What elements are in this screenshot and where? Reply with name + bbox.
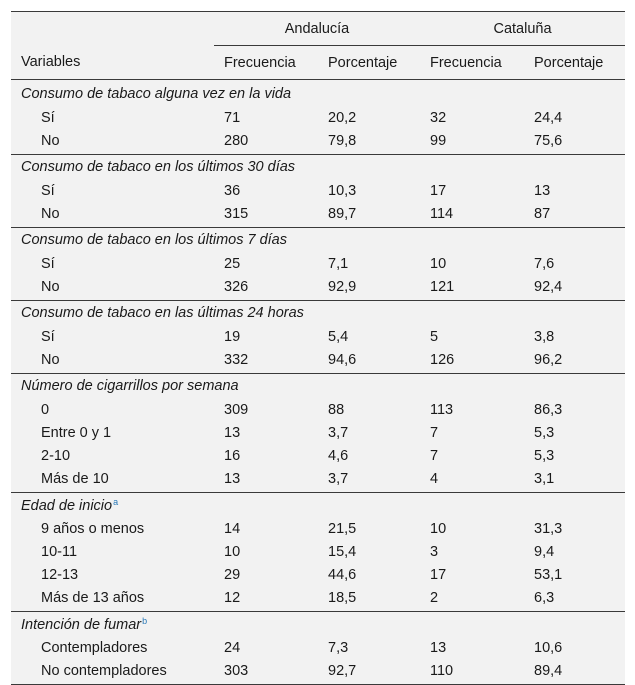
row-label-cell: 2-10: [41, 447, 71, 464]
cataluna-porcentaje-cell: 89,4: [534, 662, 563, 679]
table-row: [11, 540, 625, 563]
section-title: Consumo de tabaco en los últimos 30 días: [21, 159, 296, 175]
section-title-cell: [11, 374, 625, 399]
andalucia-frecuencia-cell: 326: [224, 278, 249, 295]
cataluna-porcentaje-cell: 75,6: [534, 132, 563, 149]
section-title: Consumo de tabaco en las últimas 24 horas: [21, 305, 304, 321]
table-row: [11, 106, 625, 129]
table-row: [11, 444, 625, 467]
andalucia-frecuencia-cell: 309: [224, 401, 249, 418]
section-title: Consumo de tabaco en los últimos 7 días: [21, 232, 287, 248]
cataluna-porcentaje-cell: 96,2: [534, 351, 563, 368]
cataluna-porcentaje-cell: 13: [534, 182, 551, 199]
table-row: [11, 275, 625, 301]
row-label-cell: Contempladores: [41, 639, 148, 656]
cataluna-frecuencia-cell: 121: [430, 278, 455, 295]
table-row: [11, 325, 625, 348]
andalucia-frecuencia-cell: 19: [224, 328, 241, 345]
row-label-cell: 12-13: [41, 566, 79, 583]
section-header-row: [11, 301, 625, 326]
cataluna-porcentaje-cell: 86,3: [534, 401, 563, 418]
andalucia-porcentaje-cell: 18,5: [328, 589, 357, 606]
cataluna-frecuencia-cell: 4: [430, 470, 439, 487]
table-body: [11, 80, 625, 685]
cataluna-frecuencia-cell: 114: [430, 205, 454, 222]
cataluna-porcentaje-cell: 3,8: [534, 328, 555, 345]
andalucia-frecuencia-cell: 24: [224, 639, 241, 656]
section-title-cell: [11, 612, 625, 637]
cataluna-porcentaje-cell: 31,3: [534, 520, 563, 537]
column-header-andalucia-frecuencia: Frecuencia: [214, 46, 318, 80]
table-row: [11, 252, 625, 275]
andalucia-porcentaje-cell: 44,6: [328, 566, 357, 583]
section-header-row: [11, 493, 625, 518]
andalucia-frecuencia-cell: 332: [224, 351, 249, 368]
section-title-cell: [11, 228, 625, 253]
cataluna-porcentaje-cell: 24,4: [534, 109, 563, 126]
cataluna-porcentaje-cell: 6,3: [534, 589, 555, 606]
section-title: Número de cigarrillos por semana: [21, 378, 239, 394]
region-header-cataluna: Cataluña: [420, 12, 625, 46]
andalucia-porcentaje-cell: 79,8: [328, 132, 357, 149]
section-header-row: [11, 80, 625, 107]
andalucia-porcentaje-cell: 21,5: [328, 520, 357, 537]
cataluna-porcentaje-cell: 87: [534, 205, 551, 222]
andalucia-porcentaje-cell: 89,7: [328, 205, 357, 222]
cataluna-frecuencia-cell: 126: [430, 351, 455, 368]
section-title-cell: [11, 301, 625, 326]
cataluna-frecuencia-cell: 10: [430, 255, 447, 272]
cataluna-porcentaje-cell: 92,4: [534, 278, 563, 295]
table-row: [11, 179, 625, 202]
row-label-cell: Sí: [41, 328, 55, 345]
andalucia-frecuencia-cell: 36: [224, 182, 241, 199]
andalucia-porcentaje-cell: 7,1: [328, 255, 349, 272]
andalucia-frecuencia-cell: 280: [224, 132, 249, 149]
row-label-cell: Más de 10: [41, 470, 109, 487]
andalucia-frecuencia-cell: 14: [224, 520, 241, 537]
cataluna-frecuencia-cell: 13: [430, 639, 447, 656]
andalucia-frecuencia-cell: 13: [224, 470, 241, 487]
row-label-cell: No: [41, 205, 60, 222]
row-label-cell: Sí: [41, 109, 55, 126]
table-row: [11, 398, 625, 421]
andalucia-porcentaje-cell: 92,9: [328, 278, 357, 295]
andalucia-porcentaje-cell: 4,6: [328, 447, 349, 464]
table-row: [11, 517, 625, 540]
cataluna-frecuencia-cell: 32: [430, 109, 447, 126]
row-label-cell: Más de 13 años: [41, 589, 145, 606]
footnote-marker[interactable]: a: [113, 496, 119, 507]
andalucia-porcentaje-cell: 10,3: [328, 182, 357, 199]
section-title: Edad de inicio: [21, 497, 113, 514]
cataluna-frecuencia-cell: 3: [430, 543, 439, 560]
table-row: [11, 421, 625, 444]
andalucia-frecuencia-cell: 12: [224, 589, 241, 606]
andalucia-frecuencia-cell: 29: [224, 566, 241, 583]
table-row: [11, 636, 625, 659]
cataluna-frecuencia-cell: 113: [430, 401, 454, 418]
table-row: [11, 563, 625, 586]
section-header-row: [11, 228, 625, 253]
cataluna-frecuencia-cell: 7: [430, 424, 439, 441]
andalucia-porcentaje-cell: 92,7: [328, 662, 357, 679]
row-label-cell: 9 años o menos: [41, 520, 145, 537]
andalucia-frecuencia-cell: 25: [224, 255, 241, 272]
table-row: [11, 348, 625, 374]
andalucia-porcentaje-cell: 94,6: [328, 351, 357, 368]
column-header-row: [11, 46, 625, 80]
andalucia-frecuencia-cell: 315: [224, 205, 249, 222]
cataluna-porcentaje-cell: 53,1: [534, 566, 563, 583]
cataluna-porcentaje-cell: 7,6: [534, 255, 555, 272]
section-title-cell: [11, 493, 625, 518]
cataluna-porcentaje-cell: 5,3: [534, 447, 555, 464]
data-table-container: [11, 11, 625, 685]
column-header-cataluna-porcentaje: Porcentaje: [524, 46, 625, 80]
row-label-cell: Entre 0 y 1: [41, 424, 112, 441]
table-row: [11, 202, 625, 228]
cataluna-porcentaje-cell: 3,1: [534, 470, 555, 487]
andalucia-frecuencia-cell: 303: [224, 662, 249, 679]
cataluna-frecuencia-cell: 7: [430, 447, 439, 464]
section-title: Intención de fumar: [21, 616, 142, 633]
section-title-cell: [11, 155, 625, 180]
region-header-andalucia: Andalucía: [214, 12, 420, 46]
section-header-row: [11, 155, 625, 180]
row-label-cell: Sí: [41, 255, 55, 272]
andalucia-frecuencia-cell: 10: [224, 543, 241, 560]
cataluna-frecuencia-cell: 5: [430, 328, 439, 345]
andalucia-porcentaje-cell: 7,3: [328, 639, 349, 656]
andalucia-porcentaje-cell: 88: [328, 401, 345, 418]
cataluna-frecuencia-cell: 10: [430, 520, 447, 537]
andalucia-porcentaje-cell: 15,4: [328, 543, 357, 560]
footnote-marker[interactable]: b: [142, 615, 148, 626]
cataluna-porcentaje-cell: 10,6: [534, 639, 563, 656]
row-label-cell: 10-11: [41, 543, 78, 560]
row-label-cell: No: [41, 132, 60, 149]
row-label-cell: No: [41, 351, 60, 368]
andalucia-frecuencia-cell: 71: [224, 109, 241, 126]
table-row: [11, 129, 625, 155]
cataluna-porcentaje-cell: 5,3: [534, 424, 555, 441]
andalucia-porcentaje-cell: 20,2: [328, 109, 357, 126]
row-label-cell: Sí: [41, 182, 55, 199]
andalucia-porcentaje-cell: 5,4: [328, 328, 349, 345]
region-header-row: [11, 12, 625, 46]
cataluna-frecuencia-cell: 99: [430, 132, 447, 149]
section-title-cell: [11, 80, 625, 107]
andalucia-porcentaje-cell: 3,7: [328, 470, 349, 487]
empty-header-cell: [11, 12, 214, 46]
row-label-cell: 0: [41, 401, 50, 418]
cataluna-frecuencia-cell: 2: [430, 589, 439, 606]
andalucia-porcentaje-cell: 3,7: [328, 424, 349, 441]
table-row: [11, 586, 625, 612]
column-header-variables: Variables: [11, 46, 214, 80]
andalucia-frecuencia-cell: 16: [224, 447, 241, 464]
column-header-cataluna-frecuencia: Frecuencia: [420, 46, 524, 80]
cataluna-porcentaje-cell: 9,4: [534, 543, 555, 560]
cataluna-frecuencia-cell: 17: [430, 566, 447, 583]
table-row: [11, 467, 625, 493]
row-label-cell: No contempladores: [41, 662, 167, 679]
tobacco-consumption-table: [11, 12, 625, 684]
section-header-row: [11, 374, 625, 399]
andalucia-frecuencia-cell: 13: [224, 424, 241, 441]
row-label-cell: No: [41, 278, 60, 295]
cataluna-frecuencia-cell: 110: [430, 662, 454, 679]
column-header-andalucia-porcentaje: Porcentaje: [318, 46, 420, 80]
section-header-row: [11, 612, 625, 637]
section-title: Consumo de tabaco alguna vez en la vida: [21, 86, 292, 102]
cataluna-frecuencia-cell: 17: [430, 182, 447, 199]
table-row: [11, 659, 625, 684]
